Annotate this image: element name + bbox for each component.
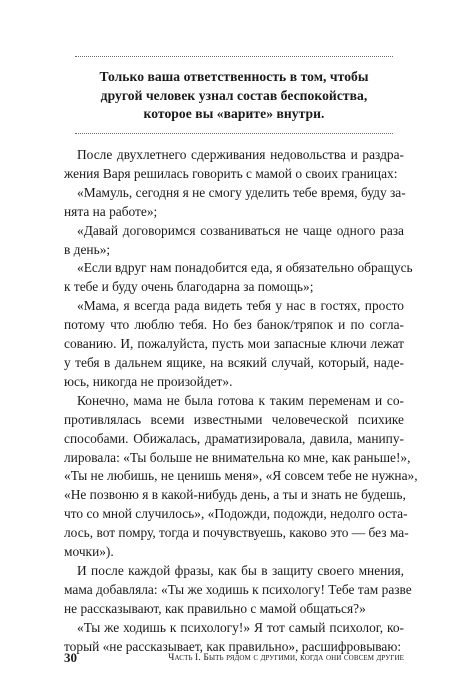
pull-quote-line: Только ваша ответственность в том, чтобы xyxy=(99,69,369,84)
text-line: Конечно, мама не была готова к таким переменам и со- xyxy=(77,392,404,408)
running-head: Часть I. Быть рядом с другими, когда они совсем другие xyxy=(168,652,404,663)
text-line: потому что люблю тебя. Но без банок/тряпок и по согла- xyxy=(64,317,404,333)
text-line: И после каждой фразы, как бы в защиту своего мнения, xyxy=(77,562,404,578)
body-text xyxy=(64,146,418,656)
text-line: к тебе и буду очень благодарна за помощь»; xyxy=(64,279,314,295)
text-line: «Мамуль, сегодня я не смогу уделить тебе время, буду за- xyxy=(77,184,406,200)
pull-quote xyxy=(75,56,393,134)
text-line: «Если вдруг нам понадобится еда, я обязательно обращусь xyxy=(77,260,413,276)
text-line: «Давай договоримся созваниваться не чаще одного раза xyxy=(77,222,404,238)
bottom-dotted-rule xyxy=(75,133,393,134)
pull-quote-line: которое вы «варите» внутри. xyxy=(143,106,325,121)
text-line: что со мной случилось», «Подожди, подожди, недолго оста- xyxy=(64,506,408,522)
text-line: не рассказывают, как правильно с мамой общаться?» xyxy=(64,600,366,616)
text-line: нята на работе»; xyxy=(64,203,158,219)
page-footer xyxy=(64,650,404,666)
text-line: мочки»). xyxy=(64,544,114,560)
text-line: После двухлетнего сдерживания недовольства и раздра- xyxy=(77,147,404,162)
text-line: «Мама, я всегда рада видеть тебя у нас в гостях, просто xyxy=(77,298,404,314)
text-line: «Ты же ходишь к психологу!» Я тот самый психолог, ко- xyxy=(77,619,404,635)
text-line: способами. Обижалась, драматизировала, давила, манипу- xyxy=(64,430,404,446)
text-line: «Ты не любишь, не ценишь меня», «Я совсем тебе не нужна», xyxy=(64,468,418,484)
pull-quote-text xyxy=(75,68,393,124)
text-line: лось, вот помру, тогда и почувствуешь, каково это — без ма- xyxy=(64,525,409,541)
text-line: торый «не рассказывает, как правильно», расшифровываю: xyxy=(64,638,402,654)
text-line: у тебя в дальнем ящике, на всякий случай, который, наде- xyxy=(64,354,404,370)
text-line: лировала: «Ты больше не внимательна ко мне, как раньше!», xyxy=(64,449,411,465)
text-line: «Не позвоню я в какой-нибудь день, а ты и знать не будешь, xyxy=(64,487,406,503)
text-line: в день»; xyxy=(64,241,111,257)
top-dotted-rule xyxy=(75,56,393,57)
text-line: мама добавляла: «Ты же ходишь к психологу! Тебе там разве xyxy=(64,581,412,597)
text-line: жения Варя решилась говорить с мамой о своих границах: xyxy=(64,165,398,181)
pull-quote-line: другой человек узнал состав беспокойства, xyxy=(100,87,368,103)
page-number: 30 xyxy=(64,650,77,665)
text-line: сованию. И, пожалуйста, пусть мои запасные ключи лежат xyxy=(64,336,404,352)
text-line: юсь, никогда не произойдет». xyxy=(64,373,233,389)
text-line: противлялась всеми известными человеческой психике xyxy=(64,411,404,427)
